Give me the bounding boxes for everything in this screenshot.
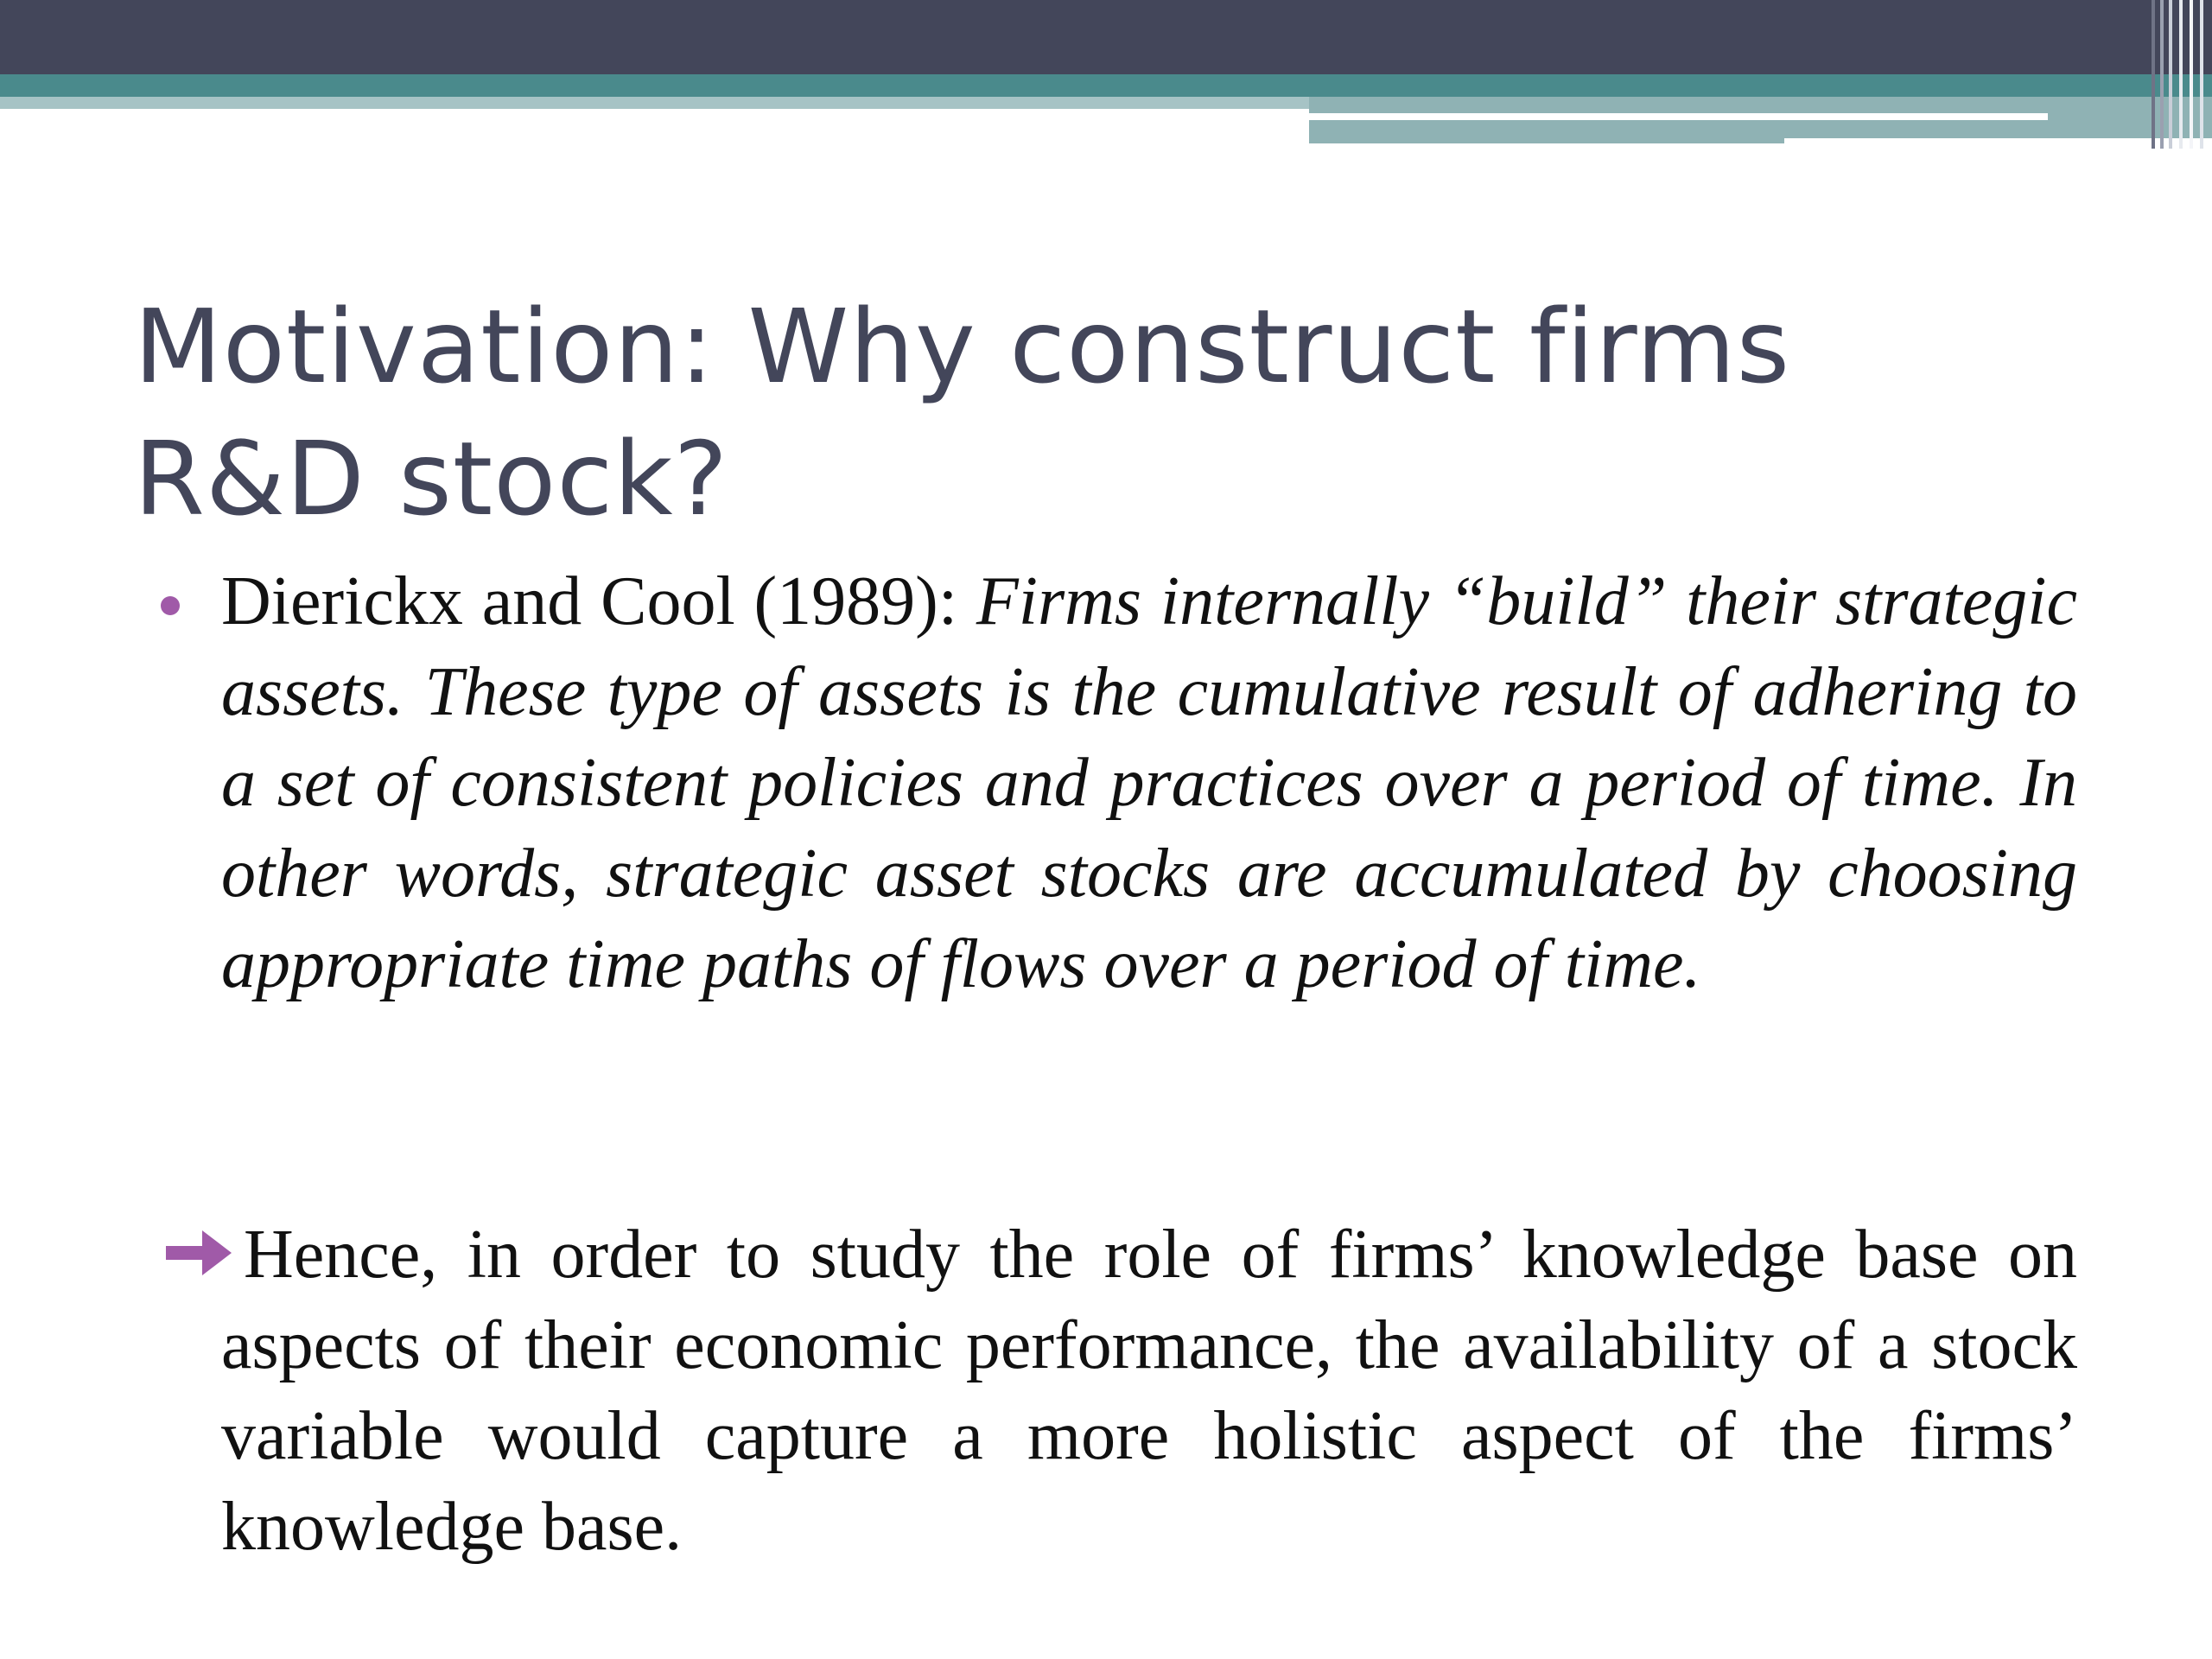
header-stripe [2190, 0, 2193, 149]
header-stripe [2152, 0, 2155, 149]
header-band-pale [0, 97, 1309, 109]
slide-title-line2: R&D stock? [134, 419, 729, 538]
bullet-paragraph [221, 556, 2077, 1010]
header-band-line [1784, 138, 2212, 149]
conclusion-paragraph [221, 1210, 2077, 1573]
citation-quote: Firms internally “build” their strategic assets. These type of assets is the cumulative result of adhering to a set of consistent policies and practices over a period of time. In other words, strategic asset stocks are accumulated by choosing appropriate time paths of flows over a period of time. [221, 563, 2077, 1002]
header-stripe [2179, 0, 2183, 149]
header-band-teal [0, 74, 2212, 97]
citation-lead: Dierickx and Cool (1989): [221, 563, 976, 639]
header-stripe [2160, 0, 2164, 149]
bullet-dot-icon [161, 596, 180, 615]
slide-title-line1: Motivation: Why construct firms [134, 287, 1791, 406]
slide-title [134, 281, 2121, 545]
header-stripe [2169, 0, 2172, 149]
header-band-dark [0, 0, 2212, 74]
conclusion-text: Hence, in order to study the role of firms’ knowledge base on aspects of their economic performance, the availability of a stock variable would capture a more holistic aspect of the firms’ knowledge base. [221, 1217, 2077, 1565]
header-band-line [1309, 143, 1784, 149]
header-stripe [2200, 0, 2203, 149]
header-band-line [1309, 113, 2048, 120]
